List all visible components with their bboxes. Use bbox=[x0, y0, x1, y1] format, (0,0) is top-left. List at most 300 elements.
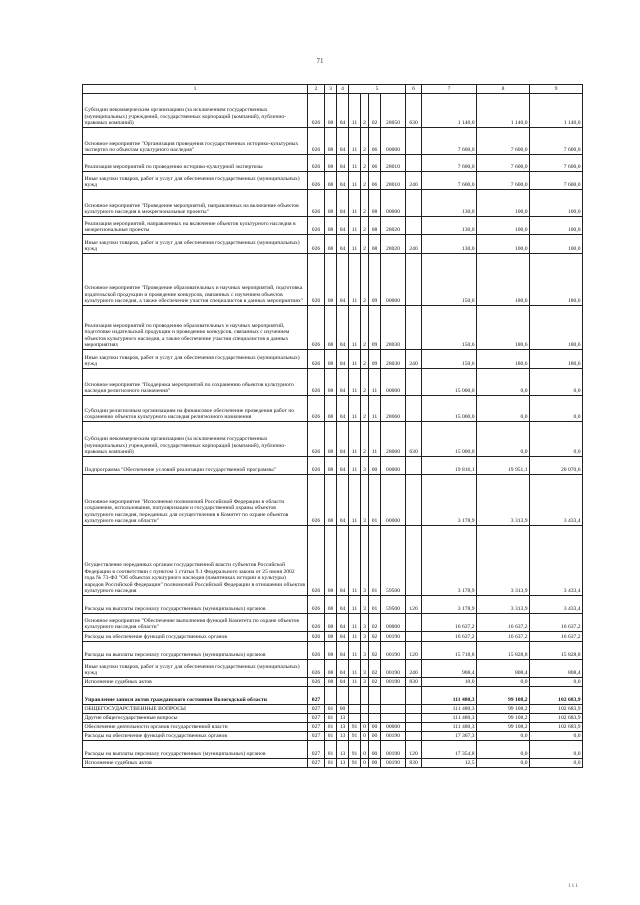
row-amount-year1: 3 178,9 bbox=[422, 475, 477, 526]
row-subsection: 04 bbox=[337, 660, 349, 678]
row-subsection: 04 bbox=[337, 172, 349, 190]
row-name: Расходы на обеспечение функций государственных органов bbox=[83, 632, 308, 642]
col-header: 8 bbox=[477, 85, 530, 94]
row-amount-year1: 7 600,0 bbox=[422, 128, 477, 155]
row-amount-year2: 0,0 bbox=[477, 422, 530, 457]
row-amount-year3: 102 683,9 bbox=[530, 687, 583, 705]
row-activity: 00 bbox=[369, 723, 381, 732]
row-amount-year2: 99 108,2 bbox=[477, 687, 530, 705]
row-amount-year1: 19 816,1 bbox=[422, 457, 477, 475]
row-direction: 59500 bbox=[381, 596, 406, 614]
row-name: Основное мероприятие "Исполнение полномочий Российской Федерации в области сохранения, использования, популяризации и государственной охраны объектов культурного наследия, переданных для осуществления в Комитет по охране объектов культурного наследия области" bbox=[83, 475, 308, 526]
row-subsection: 00 bbox=[337, 705, 349, 714]
row-program: 11 bbox=[349, 457, 361, 475]
row-subprogram: 3 bbox=[361, 660, 369, 678]
row-subprogram: 2 bbox=[361, 128, 369, 155]
row-subsection: 13 bbox=[337, 723, 349, 732]
row-program: 11 bbox=[349, 235, 361, 254]
table-body bbox=[83, 94, 583, 768]
row-program: 11 bbox=[349, 475, 361, 526]
table-row bbox=[83, 678, 583, 687]
row-subprogram: 2 bbox=[361, 155, 369, 172]
row-amount-year3: 100,0 bbox=[530, 217, 583, 235]
row-direction bbox=[381, 705, 406, 714]
row-direction: 28010 bbox=[381, 172, 406, 190]
row-subsection: 04 bbox=[337, 526, 349, 596]
row-section: 08 bbox=[325, 94, 337, 128]
col-header: 6 bbox=[406, 85, 422, 94]
row-section: 08 bbox=[325, 614, 337, 632]
row-admin-code: 026 bbox=[308, 128, 325, 155]
row-subsection: 04 bbox=[337, 155, 349, 172]
row-admin-code: 027 bbox=[308, 687, 325, 705]
row-amount-year3: 7 600,0 bbox=[530, 128, 583, 155]
table-row bbox=[83, 475, 583, 526]
row-program: 11 bbox=[349, 350, 361, 369]
row-amount-year3: 3 433,4 bbox=[530, 475, 583, 526]
row-expense-type bbox=[406, 155, 422, 172]
row-program bbox=[349, 714, 361, 723]
row-activity: 01 bbox=[369, 475, 381, 526]
row-name: Реализация мероприятий, направленных на включение объектов культурного наследия в межрегиональные проекты bbox=[83, 217, 308, 235]
row-amount-year2: 180,6 bbox=[477, 350, 530, 369]
row-name: Субсидии религиозным организациям на финансовое обеспечение проведения работ по сохранению объектов культурного наследия религиозного назначения bbox=[83, 396, 308, 422]
row-expense-type bbox=[406, 475, 422, 526]
row-section: 08 bbox=[325, 128, 337, 155]
row-expense-type: 830 bbox=[406, 759, 422, 768]
table-row bbox=[83, 705, 583, 714]
row-amount-year1: 12,5 bbox=[422, 759, 477, 768]
row-amount-year3: 180,6 bbox=[530, 306, 583, 350]
row-expense-type bbox=[406, 732, 422, 741]
row-activity: 01 bbox=[369, 526, 381, 596]
row-section: 08 bbox=[325, 217, 337, 235]
row-direction: 00190 bbox=[381, 678, 406, 687]
row-section: 08 bbox=[325, 155, 337, 172]
row-subprogram bbox=[361, 714, 369, 723]
row-subsection: 13 bbox=[337, 759, 349, 768]
row-activity bbox=[369, 687, 381, 705]
row-amount-year1: 908,4 bbox=[422, 660, 477, 678]
row-subsection: 04 bbox=[337, 475, 349, 526]
row-expense-type: 120 bbox=[406, 741, 422, 759]
row-expense-type bbox=[406, 632, 422, 642]
row-program: 11 bbox=[349, 526, 361, 596]
row-amount-year1: 7 600,0 bbox=[422, 155, 477, 172]
col-header: 7 bbox=[422, 85, 477, 94]
row-section: 08 bbox=[325, 632, 337, 642]
row-amount-year1: 17 367,3 bbox=[422, 732, 477, 741]
row-subprogram bbox=[361, 687, 369, 705]
row-admin-code: 026 bbox=[308, 678, 325, 687]
row-amount-year3: 0,0 bbox=[530, 396, 583, 422]
row-direction: 28020 bbox=[381, 217, 406, 235]
row-amount-year3: 102 683,9 bbox=[530, 723, 583, 732]
table-row bbox=[83, 660, 583, 678]
row-expense-type bbox=[406, 526, 422, 596]
row-direction: 00000 bbox=[381, 369, 406, 396]
row-name: Управление записи актов гражданского состояния Вологодской области bbox=[83, 687, 308, 705]
table-row bbox=[83, 128, 583, 155]
row-direction: 28020 bbox=[381, 235, 406, 254]
row-subprogram: 3 bbox=[361, 526, 369, 596]
row-activity: 02 bbox=[369, 94, 381, 128]
row-amount-year1: 15 718,8 bbox=[422, 642, 477, 660]
row-subsection: 04 bbox=[337, 190, 349, 217]
row-amount-year3: 100,0 bbox=[530, 190, 583, 217]
row-name: Основное мероприятие "Обеспечение выполнения функций Комитета по охране объектов культурного наследия области" bbox=[83, 614, 308, 632]
row-program: 11 bbox=[349, 217, 361, 235]
row-program: 11 bbox=[349, 596, 361, 614]
row-expense-type: 240 bbox=[406, 172, 422, 190]
row-admin-code: 026 bbox=[308, 217, 325, 235]
row-expense-type bbox=[406, 714, 422, 723]
row-subprogram: 2 bbox=[361, 306, 369, 350]
row-subsection: 04 bbox=[337, 642, 349, 660]
row-amount-year1: 3 178,9 bbox=[422, 526, 477, 596]
row-admin-code: 026 bbox=[308, 596, 325, 614]
row-direction bbox=[381, 687, 406, 705]
row-program: 11 bbox=[349, 422, 361, 457]
row-subsection: 04 bbox=[337, 254, 349, 306]
row-activity: 00 bbox=[369, 732, 381, 741]
row-amount-year3: 100,0 bbox=[530, 235, 583, 254]
row-admin-code: 026 bbox=[308, 155, 325, 172]
row-name: Субсидии некоммерческим организациям (за исключением государственных (муниципальных) учреждений, государственных корпораций (компаний), публично-правовых компаний) bbox=[83, 422, 308, 457]
row-admin-code: 027 bbox=[308, 732, 325, 741]
row-program: 91 bbox=[349, 741, 361, 759]
row-name: Осуществление переданных органам государственной власти субъектов Российской Федерации в соответствии с пунктом 1 статьи 9.1 Федерального закона от 25 июня 2002 года № 73-ФЗ "Об объектах культурного наследия (памятниках истории и культуры) народов Российской Федерации" полномочий Российской Федерации в отношении объектов культурного наследия bbox=[83, 526, 308, 596]
row-program: 11 bbox=[349, 396, 361, 422]
row-amount-year2: 0,0 bbox=[477, 759, 530, 768]
row-direction: 00000 bbox=[381, 254, 406, 306]
row-name: Расходы на выплаты персоналу государственных (муниципальных) органов bbox=[83, 596, 308, 614]
row-section: 08 bbox=[325, 678, 337, 687]
row-expense-type bbox=[406, 254, 422, 306]
table-row bbox=[83, 190, 583, 217]
row-admin-code: 027 bbox=[308, 723, 325, 732]
row-program: 11 bbox=[349, 369, 361, 396]
row-amount-year3: 102 683,9 bbox=[530, 714, 583, 723]
row-activity: 08 bbox=[369, 190, 381, 217]
row-subsection bbox=[337, 687, 349, 705]
row-expense-type: 240 bbox=[406, 660, 422, 678]
row-subsection: 04 bbox=[337, 306, 349, 350]
row-amount-year2: 0,0 bbox=[477, 741, 530, 759]
row-name: ОБЩЕГОСУДАРСТВЕННЫЕ ВОПРОСЫ bbox=[83, 705, 308, 714]
row-name: Расходы на обеспечение функций государственных органов bbox=[83, 732, 308, 741]
row-admin-code: 026 bbox=[308, 190, 325, 217]
row-amount-year2: 3 313,9 bbox=[477, 526, 530, 596]
row-amount-year1: 150,6 bbox=[422, 254, 477, 306]
row-admin-code: 026 bbox=[308, 526, 325, 596]
table-row bbox=[83, 369, 583, 396]
row-direction: 00000 bbox=[381, 614, 406, 632]
row-amount-year3: 1 140,0 bbox=[530, 94, 583, 128]
row-amount-year1: 150,6 bbox=[422, 350, 477, 369]
row-direction: 00000 bbox=[381, 475, 406, 526]
row-direction: 28060 bbox=[381, 396, 406, 422]
row-program: 91 bbox=[349, 723, 361, 732]
row-amount-year2: 3 313,9 bbox=[477, 596, 530, 614]
row-subsection: 04 bbox=[337, 94, 349, 128]
row-name: Основное мероприятие "Проведение мероприятий, направленных на включение объектов культурного наследия в межрегиональные проекты" bbox=[83, 190, 308, 217]
row-name: Исполнение судебных актов bbox=[83, 678, 308, 687]
row-name: Исполнение судебных актов bbox=[83, 759, 308, 768]
row-section: 01 bbox=[325, 741, 337, 759]
row-admin-code: 026 bbox=[308, 614, 325, 632]
row-amount-year3: 102 683,9 bbox=[530, 705, 583, 714]
row-admin-code: 026 bbox=[308, 422, 325, 457]
row-section: 01 bbox=[325, 723, 337, 732]
page-number: 71 bbox=[316, 57, 324, 65]
row-amount-year1: 15 000,0 bbox=[422, 422, 477, 457]
row-expense-type bbox=[406, 457, 422, 475]
col-header: 4 bbox=[337, 85, 349, 94]
row-amount-year1: 15 000,0 bbox=[422, 396, 477, 422]
row-activity: 08 bbox=[369, 217, 381, 235]
row-direction: 28010 bbox=[381, 155, 406, 172]
row-subsection: 04 bbox=[337, 614, 349, 632]
row-name: Иные закупки товаров, работ и услуг для обеспечения государственных (муниципальных) нужд bbox=[83, 235, 308, 254]
row-amount-year2: 99 108,2 bbox=[477, 714, 530, 723]
row-amount-year2: 100,0 bbox=[477, 217, 530, 235]
row-amount-year3: 7 600,0 bbox=[530, 172, 583, 190]
row-expense-type bbox=[406, 396, 422, 422]
row-name: Реализация мероприятий по проведению историко-культурной экспертизы bbox=[83, 155, 308, 172]
table-row bbox=[83, 396, 583, 422]
row-amount-year3: 15 828,8 bbox=[530, 642, 583, 660]
row-subprogram: 3 bbox=[361, 614, 369, 632]
row-name: Расходы на выплаты персоналу государственных (муниципальных) органов bbox=[83, 741, 308, 759]
table-row bbox=[83, 155, 583, 172]
row-amount-year2: 180,6 bbox=[477, 254, 530, 306]
row-subprogram: 2 bbox=[361, 396, 369, 422]
row-subprogram: 3 bbox=[361, 642, 369, 660]
row-direction: 00190 bbox=[381, 759, 406, 768]
col-header: 9 bbox=[530, 85, 583, 94]
row-admin-code: 026 bbox=[308, 306, 325, 350]
row-subprogram bbox=[361, 705, 369, 714]
row-subprogram: 3 bbox=[361, 457, 369, 475]
table-row bbox=[83, 172, 583, 190]
table-row bbox=[83, 350, 583, 369]
row-section bbox=[325, 687, 337, 705]
row-expense-type bbox=[406, 128, 422, 155]
row-subprogram: 0 bbox=[361, 741, 369, 759]
row-program: 11 bbox=[349, 254, 361, 306]
row-subsection: 04 bbox=[337, 396, 349, 422]
row-activity: 11 bbox=[369, 422, 381, 457]
row-direction: 28050 bbox=[381, 94, 406, 128]
row-expense-type bbox=[406, 217, 422, 235]
row-program: 91 bbox=[349, 759, 361, 768]
row-activity: 02 bbox=[369, 614, 381, 632]
row-direction bbox=[381, 714, 406, 723]
row-direction: 00000 bbox=[381, 190, 406, 217]
table-row bbox=[83, 526, 583, 596]
row-activity: 00 bbox=[369, 457, 381, 475]
table-row bbox=[83, 632, 583, 642]
row-direction: 00190 bbox=[381, 660, 406, 678]
col-header: 1 bbox=[83, 85, 308, 94]
row-activity: 00 bbox=[369, 741, 381, 759]
row-amount-year1: 17 354,8 bbox=[422, 741, 477, 759]
row-amount-year1: 130,0 bbox=[422, 235, 477, 254]
table-row bbox=[83, 457, 583, 475]
row-activity: 06 bbox=[369, 128, 381, 155]
row-admin-code: 026 bbox=[308, 94, 325, 128]
row-amount-year3: 16 637,2 bbox=[530, 614, 583, 632]
row-admin-code: 026 bbox=[308, 369, 325, 396]
row-section: 01 bbox=[325, 759, 337, 768]
row-name: Иные закупки товаров, работ и услуг для обеспечения государственных (муниципальных) нужд bbox=[83, 172, 308, 190]
row-amount-year3: 0,0 bbox=[530, 732, 583, 741]
row-section: 08 bbox=[325, 396, 337, 422]
table-row bbox=[83, 714, 583, 723]
row-admin-code: 026 bbox=[308, 350, 325, 369]
row-program: 11 bbox=[349, 614, 361, 632]
row-amount-year1: 130,0 bbox=[422, 190, 477, 217]
row-name: Субсидии некоммерческим организациям (за исключением государственных (муниципальных) учреждений, государственных корпораций (компаний), публично-правовых компаний) bbox=[83, 94, 308, 128]
row-subprogram: 3 bbox=[361, 678, 369, 687]
row-direction: 28030 bbox=[381, 350, 406, 369]
row-activity bbox=[369, 705, 381, 714]
row-activity: 02 bbox=[369, 632, 381, 642]
row-section: 08 bbox=[325, 422, 337, 457]
row-name: Основное мероприятие "Поддержка мероприятий по сохранению объектов культурного наследия религиозного назначения" bbox=[83, 369, 308, 396]
row-activity: 08 bbox=[369, 235, 381, 254]
row-admin-code: 027 bbox=[308, 741, 325, 759]
row-subsection: 13 bbox=[337, 732, 349, 741]
row-subsection: 04 bbox=[337, 369, 349, 396]
row-section: 08 bbox=[325, 369, 337, 396]
table-row bbox=[83, 741, 583, 759]
row-expense-type bbox=[406, 723, 422, 732]
row-section: 08 bbox=[325, 254, 337, 306]
row-amount-year3: 3 433,4 bbox=[530, 526, 583, 596]
table-row bbox=[83, 235, 583, 254]
row-admin-code: 027 bbox=[308, 759, 325, 768]
row-activity: 06 bbox=[369, 155, 381, 172]
row-name: Другие общегосударственные вопросы bbox=[83, 714, 308, 723]
row-program: 11 bbox=[349, 128, 361, 155]
row-subsection: 13 bbox=[337, 714, 349, 723]
row-activity: 09 bbox=[369, 350, 381, 369]
row-amount-year2: 16 637,2 bbox=[477, 632, 530, 642]
col-header: 3 bbox=[325, 85, 337, 94]
row-amount-year3: 0,0 bbox=[530, 369, 583, 396]
row-amount-year3: 180,6 bbox=[530, 254, 583, 306]
row-expense-type bbox=[406, 687, 422, 705]
row-section: 08 bbox=[325, 306, 337, 350]
row-activity bbox=[369, 714, 381, 723]
row-section: 08 bbox=[325, 190, 337, 217]
row-expense-type bbox=[406, 190, 422, 217]
table-row bbox=[83, 732, 583, 741]
row-amount-year3: 180,6 bbox=[530, 350, 583, 369]
table-row bbox=[83, 642, 583, 660]
row-admin-code: 026 bbox=[308, 396, 325, 422]
row-activity: 09 bbox=[369, 306, 381, 350]
row-subsection: 04 bbox=[337, 422, 349, 457]
row-expense-type: 240 bbox=[406, 350, 422, 369]
row-subprogram: 2 bbox=[361, 422, 369, 457]
row-program: 11 bbox=[349, 306, 361, 350]
row-amount-year1: 3 178,9 bbox=[422, 596, 477, 614]
row-subprogram: 2 bbox=[361, 235, 369, 254]
row-subprogram: 3 bbox=[361, 475, 369, 526]
row-section: 08 bbox=[325, 526, 337, 596]
table-row bbox=[83, 94, 583, 128]
row-amount-year1: 111 480,3 bbox=[422, 705, 477, 714]
row-subprogram: 2 bbox=[361, 350, 369, 369]
table-row bbox=[83, 614, 583, 632]
row-amount-year1: 1 140,0 bbox=[422, 94, 477, 128]
row-section: 01 bbox=[325, 705, 337, 714]
row-amount-year3: 7 600,0 bbox=[530, 155, 583, 172]
row-admin-code: 026 bbox=[308, 475, 325, 526]
row-section: 08 bbox=[325, 596, 337, 614]
row-amount-year2: 0,0 bbox=[477, 396, 530, 422]
row-admin-code: 026 bbox=[308, 632, 325, 642]
row-section: 08 bbox=[325, 457, 337, 475]
row-name: Иные закупки товаров, работ и услуг для обеспечения государственных (муниципальных) нужд bbox=[83, 350, 308, 369]
row-subprogram: 2 bbox=[361, 190, 369, 217]
row-direction: 00190 bbox=[381, 632, 406, 642]
row-name: Основное мероприятие "Организация проведения государственных историко-культурных экспертиз по объектам культурного наследия" bbox=[83, 128, 308, 155]
row-program: 11 bbox=[349, 155, 361, 172]
row-subsection: 04 bbox=[337, 235, 349, 254]
row-amount-year1: 16 637,2 bbox=[422, 614, 477, 632]
row-name: Подпрограмма "Обеспечение условий реализации государственной программы" bbox=[83, 457, 308, 475]
row-subprogram: 3 bbox=[361, 596, 369, 614]
row-amount-year2: 808,4 bbox=[477, 660, 530, 678]
row-activity: 02 bbox=[369, 642, 381, 660]
row-program: 11 bbox=[349, 642, 361, 660]
row-expense-type bbox=[406, 306, 422, 350]
row-subprogram: 3 bbox=[361, 632, 369, 642]
row-expense-type: 240 bbox=[406, 235, 422, 254]
row-program bbox=[349, 687, 361, 705]
table-row bbox=[83, 254, 583, 306]
row-subprogram: 0 bbox=[361, 732, 369, 741]
row-amount-year1: 111 480,3 bbox=[422, 723, 477, 732]
row-section: 08 bbox=[325, 642, 337, 660]
table-row bbox=[83, 596, 583, 614]
row-expense-type: 630 bbox=[406, 422, 422, 457]
row-amount-year2: 15 828,8 bbox=[477, 642, 530, 660]
row-expense-type bbox=[406, 705, 422, 714]
row-section: 08 bbox=[325, 235, 337, 254]
row-amount-year1: 111 480,3 bbox=[422, 714, 477, 723]
row-section: 08 bbox=[325, 172, 337, 190]
row-amount-year2: 180,6 bbox=[477, 306, 530, 350]
footer-mark: 111 bbox=[568, 883, 579, 889]
col-header: 5 bbox=[349, 85, 406, 94]
row-program: 11 bbox=[349, 190, 361, 217]
row-admin-code: 026 bbox=[308, 642, 325, 660]
row-activity: 01 bbox=[369, 596, 381, 614]
row-amount-year2: 0,0 bbox=[477, 369, 530, 396]
row-subsection: 04 bbox=[337, 128, 349, 155]
row-subprogram: 2 bbox=[361, 172, 369, 190]
row-direction: 28060 bbox=[381, 422, 406, 457]
row-admin-code: 027 bbox=[308, 714, 325, 723]
row-expense-type: 120 bbox=[406, 596, 422, 614]
table-row bbox=[83, 723, 583, 732]
row-amount-year2: 19 951,1 bbox=[477, 457, 530, 475]
